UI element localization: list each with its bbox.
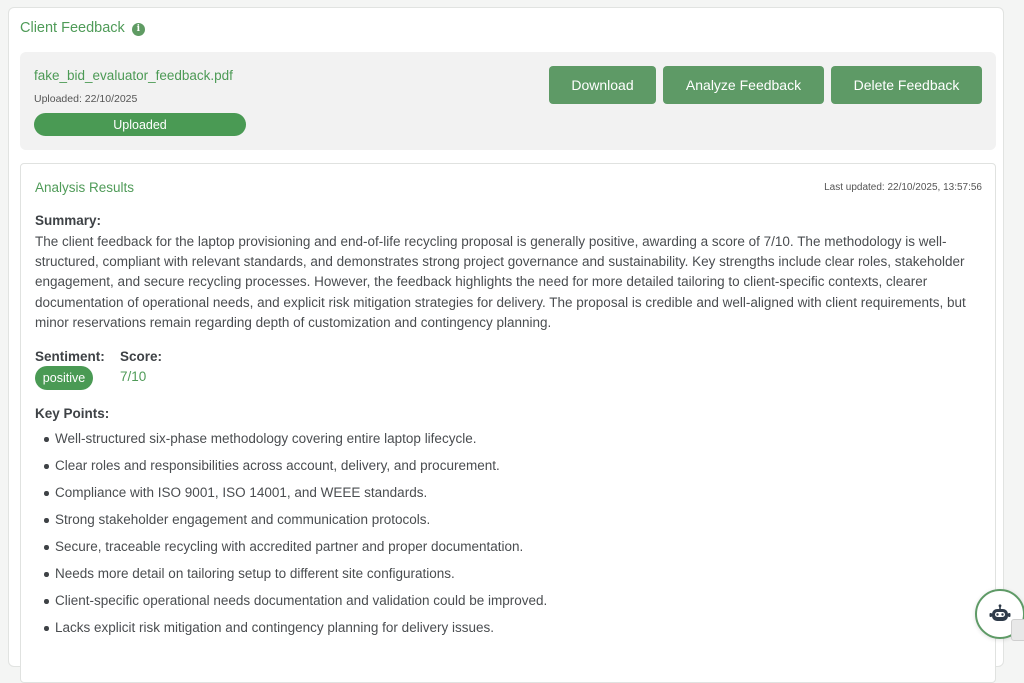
robot-icon [989, 604, 1011, 624]
upload-date: Uploaded: 22/10/2025 [34, 93, 138, 105]
last-updated-timestamp: Last updated: 22/10/2025, 13:57:56 [824, 182, 982, 193]
summary-text: The client feedback for the laptop provisioning and end-of-life recycling proposal is generally positive, awarding a score of 7/10. The methodology is well-structured, compliant with relevant standards, and demonstrates strong project governance and sustainability. Key strengths include clear roles, stakeholder engagement, and secure recycling processes. However, the feedback highlights the need for more detailed tailoring to client-specific contexts, clearer documentation of operational needs, and explicit risk mitigation strategies for delivery. The proposal is credible and well-aligned with client requirements, but minor reservations remain regarding depth of customization and contingency planning. [35, 234, 966, 330]
list-item: Compliance with ISO 9001, ISO 14001, and WEEE standards. [21, 484, 547, 511]
status-badge: Uploaded [34, 113, 246, 136]
summary-label: Summary: [35, 213, 102, 228]
file-name[interactable]: fake_bid_evaluator_feedback.pdf [34, 68, 233, 83]
info-icon[interactable]: i [132, 23, 145, 36]
key-points-label: Key Points: [35, 406, 110, 421]
list-item: Needs more detail on tailoring setup to different site configurations. [21, 565, 547, 592]
analyze-feedback-button[interactable]: Analyze Feedback [663, 66, 824, 104]
analysis-results-title: Analysis Results [35, 180, 135, 195]
sentiment-label: Sentiment: [35, 349, 105, 364]
panel-header [20, 20, 145, 36]
key-points-list [21, 430, 547, 646]
download-button[interactable]: Download [549, 66, 656, 104]
client-feedback-panel [8, 7, 1004, 667]
list-item: Well-structured six-phase methodology covering entire laptop lifecycle. [21, 430, 547, 457]
side-panel-tab[interactable] [1011, 619, 1024, 641]
action-buttons [549, 66, 982, 104]
list-item: Client-specific operational needs documentation and validation could be improved. [21, 592, 547, 619]
list-item: Secure, traceable recycling with accredited partner and proper documentation. [21, 538, 547, 565]
analysis-results-card [20, 163, 996, 683]
score-label: Score: [120, 349, 163, 364]
score-value: 7/10 [120, 369, 147, 384]
list-item: Strong stakeholder engagement and communication protocols. [21, 511, 547, 538]
panel-title: Client Feedback [20, 20, 125, 36]
list-item: Clear roles and responsibilities across account, delivery, and procurement. [21, 457, 547, 484]
delete-feedback-button[interactable]: Delete Feedback [831, 66, 982, 104]
sentiment-badge: positive [35, 366, 93, 390]
file-card [20, 52, 996, 150]
list-item: Lacks explicit risk mitigation and contingency planning for delivery issues. [21, 619, 547, 646]
